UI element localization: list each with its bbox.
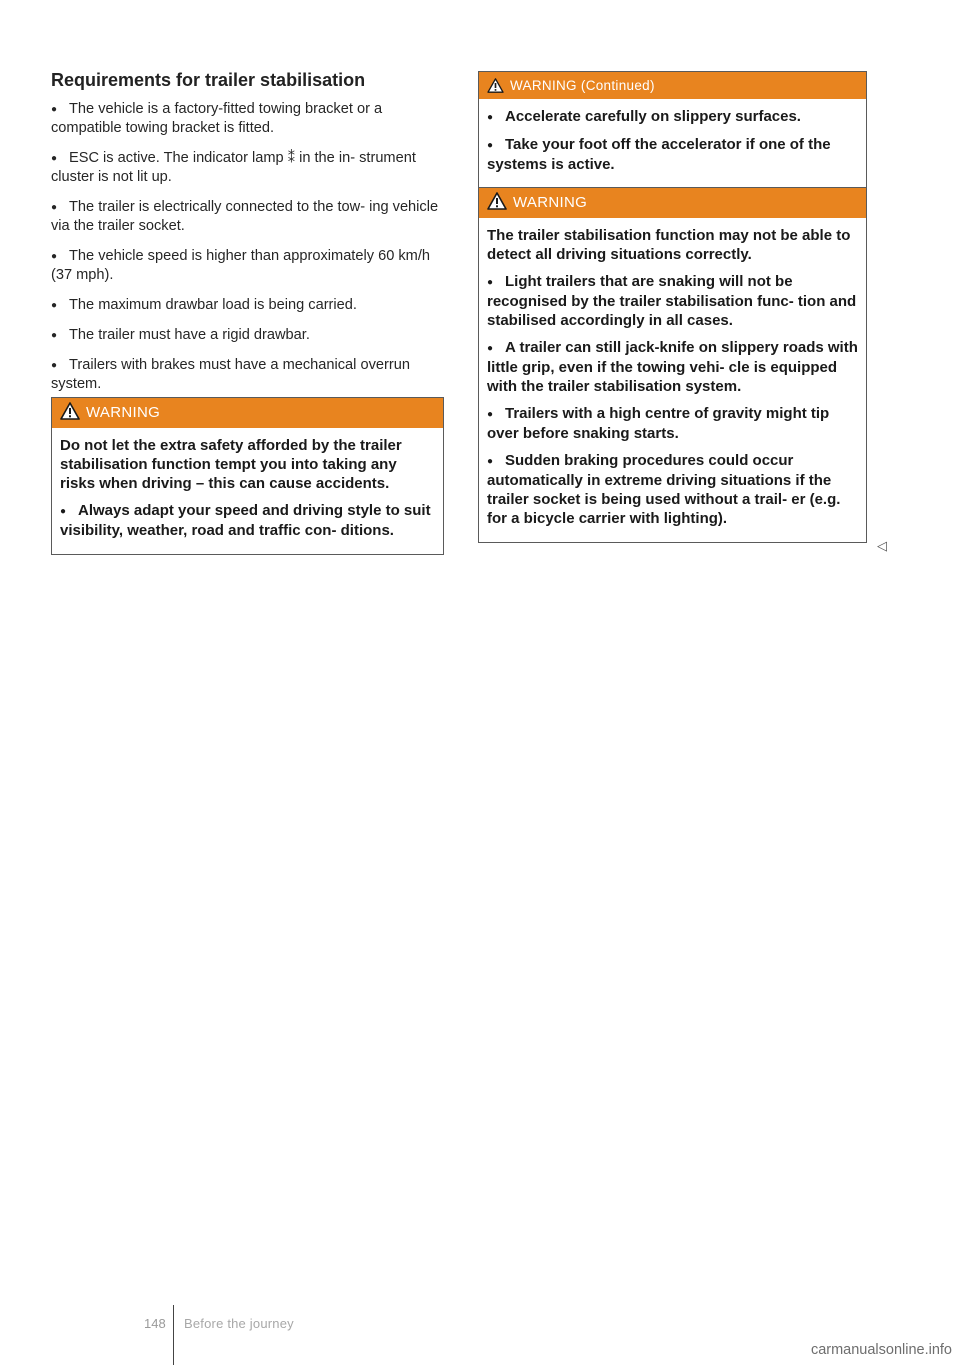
warning-bullet: ● Sudden braking procedures could occur automatically in extreme driving situations if the trailer socket is being used without a trail- er (e.g. for a bicycle carrier with lighting). (487, 452, 841, 527)
warning-continued-box (478, 71, 867, 189)
section-title: Requirements for trailer stabilisation (51, 70, 366, 90)
warning-intro: Do not let the extra safety afforded by the trailer stabilisation function tempt you into taking any risks when driving – this can cause accidents. (60, 437, 402, 492)
page-footer (0, 1300, 960, 1370)
warning-box (51, 397, 444, 555)
warning-bullet: ● A trailer can still jack-knife on slippery roads with little grip, even if the towing vehi- cle is equipped with the trailer stabilisation system. (487, 339, 858, 395)
warning-header: WARNING (479, 188, 866, 218)
list-item: ● The vehicle speed is higher than approximately 60 km/h (37 mph). (51, 248, 430, 283)
warning-triangle-icon (487, 75, 504, 102)
warning-body (479, 218, 866, 542)
requirements-list (51, 100, 439, 405)
footer-divider (173, 1305, 174, 1365)
warning-triangle-icon (60, 401, 80, 431)
warning-body (52, 428, 443, 554)
footer-section: Before the journey (184, 1316, 294, 1331)
list-item: ● Trailers with brakes must have a mechanical overrun system. (51, 357, 410, 392)
page-number: 148 (144, 1316, 166, 1331)
end-of-section-icon: ◁ (877, 538, 887, 553)
list-item: ● ESC is active. The indicator lamp ⁑ in the in- strument cluster is not lit up. (51, 150, 416, 185)
list-item: ● The trailer must have a rigid drawbar. (51, 327, 310, 343)
watermark: carmanualsonline.info (810, 1342, 952, 1358)
list-item: ● The trailer is electrically connected to the tow- ing vehicle via the trailer socket. (51, 199, 439, 234)
warning-box (478, 187, 867, 543)
warning-triangle-icon (487, 191, 507, 221)
warning-bullet: ● Trailers with a high centre of gravity might tip over before snaking starts. (487, 405, 830, 442)
list-item: ● The maximum drawbar load is being carried. (51, 297, 357, 313)
warning-body (479, 99, 866, 188)
list-item: ● The vehicle is a factory-fitted towing bracket or a compatible towing bracket is fitted. (51, 101, 383, 136)
warning-bullet: ● Accelerate carefully on slippery surfaces. (487, 108, 801, 125)
warning-bullet: ● Always adapt your speed and driving style to suit visibility, weather, road and traffic con- ditions. (60, 502, 431, 539)
warning-bullet: ● Take your foot off the accelerator if one of the systems is active. (487, 136, 831, 173)
warning-header: WARNING (52, 398, 443, 428)
warning-header: WARNING (Continued) (479, 72, 866, 99)
warning-intro: The trailer stabilisation function may not be able to detect all driving situations correctly. (487, 227, 851, 263)
warning-bullet: ● Light trailers that are snaking will not be recognised by the trailer stabilisation func- tion and stabilised accordingly in all cases. (487, 273, 857, 329)
